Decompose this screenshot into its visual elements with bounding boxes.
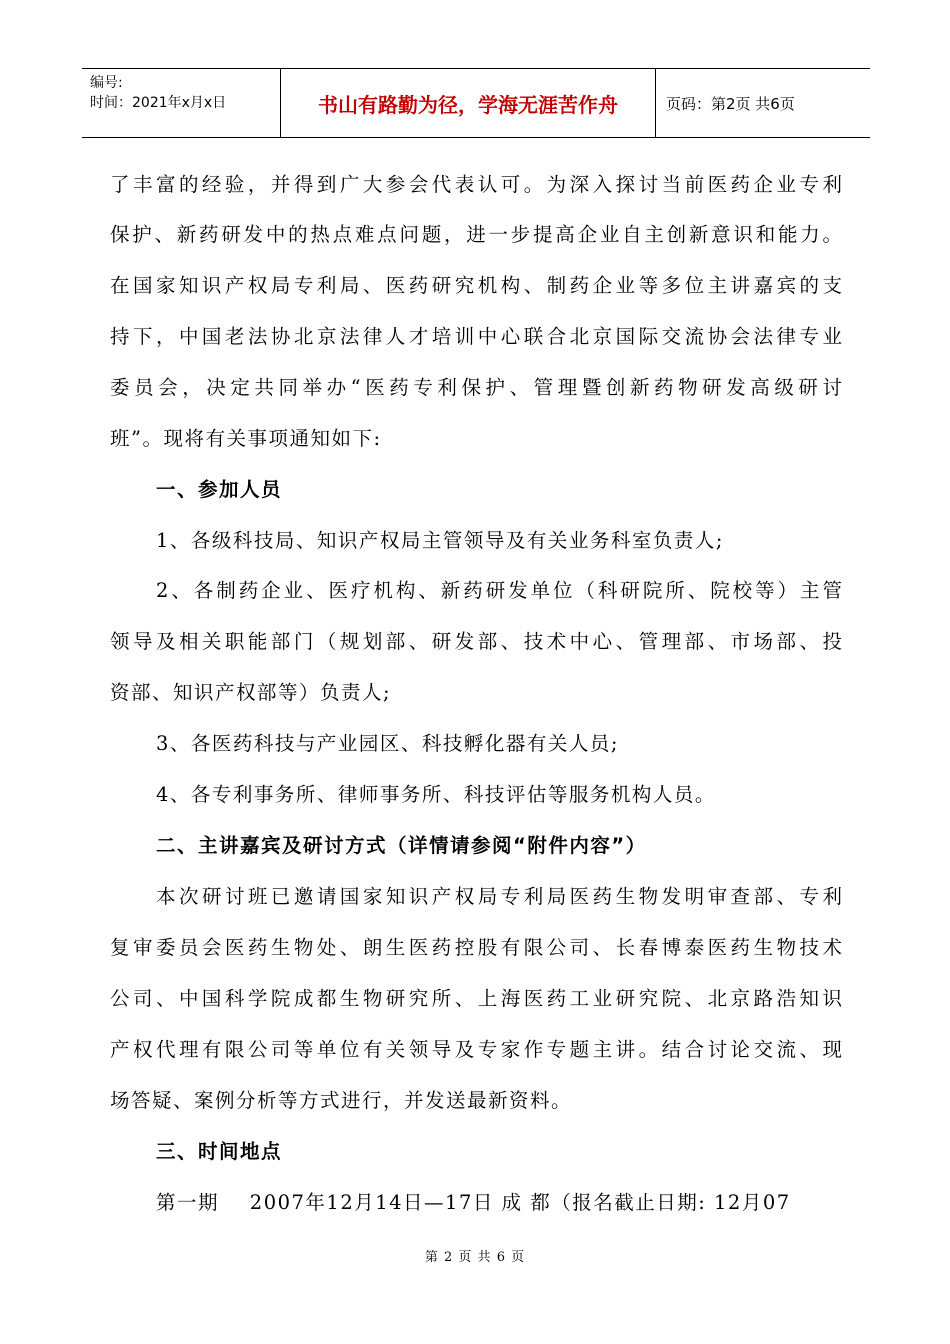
body-line: 保护、新药研发中的热点难点问题，进一步提高企业自主创新意识和能力。 [110, 223, 842, 246]
header-motto: 书山有路勤为径，学海无涯苦作舟 [281, 69, 656, 137]
number-label: 编号: [90, 75, 123, 91]
body-line: 班”。现将有关事项通知如下: [110, 427, 382, 450]
page-header [82, 68, 870, 138]
header-meta [82, 69, 281, 137]
list-item: 1、各级科技局、知识产权局主管领导及有关业务科室负责人; [156, 529, 724, 552]
body-line: 本次研讨班已邀请国家知识产权局专利局医药生物发明审查部、专利 [156, 885, 842, 908]
header-page-info: 页码：第2页 共6页 [666, 94, 795, 113]
list-item: 3、各医药科技与产业园区、科技孵化器有关人员; [156, 732, 619, 755]
section-heading-participants: 一、参加人员 [156, 478, 283, 501]
body-line: 产权代理有限公司等单位有关领导及专家作专题主讲。结合讨论交流、现 [110, 1038, 842, 1061]
body-line: 持下，中国老法协北京法律人才培训中心联合北京国际交流协会法律专业 [110, 325, 842, 348]
body-line: 公司、中国科学院成都生物研究所、上海医药工业研究院、北京路浩知识 [110, 987, 842, 1010]
page-footer: 第 2 页 共 6 页 [424, 1250, 526, 1265]
body-line: 在国家知识产权局专利局、医药研究机构、制药企业等多位主讲嘉宾的支 [110, 274, 842, 297]
time-label: 时间：2021年x月x日 [90, 95, 227, 111]
section-heading-speakers: 二、主讲嘉宾及研讨方式（详情请参阅“附件内容”） [156, 834, 647, 857]
body-line: 第一期 2007年12月14日—17日 成 都（报名截止日期: 12月07 [156, 1191, 791, 1214]
list-item: 2、各制药企业、医疗机构、新药研发单位（科研院所、院校等）主管 [156, 579, 842, 602]
body-line: 领导及相关职能部门（规划部、研发部、技术中心、管理部、市场部、投 [110, 630, 842, 653]
body-line: 复审委员会医药生物处、朗生医药控股有限公司、长春博泰医药生物技术 [110, 936, 842, 959]
section-heading-time-place: 三、时间地点 [156, 1140, 283, 1163]
body-line: 了丰富的经验，并得到广大参会代表认可。为深入探讨当前医药企业专利 [110, 173, 842, 196]
body-line: 资部、知识产权部等）负责人; [110, 681, 392, 704]
list-item: 4、各专利事务所、律师事务所、科技评估等服务机构人员。 [156, 783, 716, 806]
body-line: 委员会，决定共同举办“医药专利保护、管理暨创新药物研发高级研讨 [110, 376, 842, 399]
body-line: 场答疑、案例分析等方式进行，并发送最新资料。 [110, 1089, 573, 1112]
